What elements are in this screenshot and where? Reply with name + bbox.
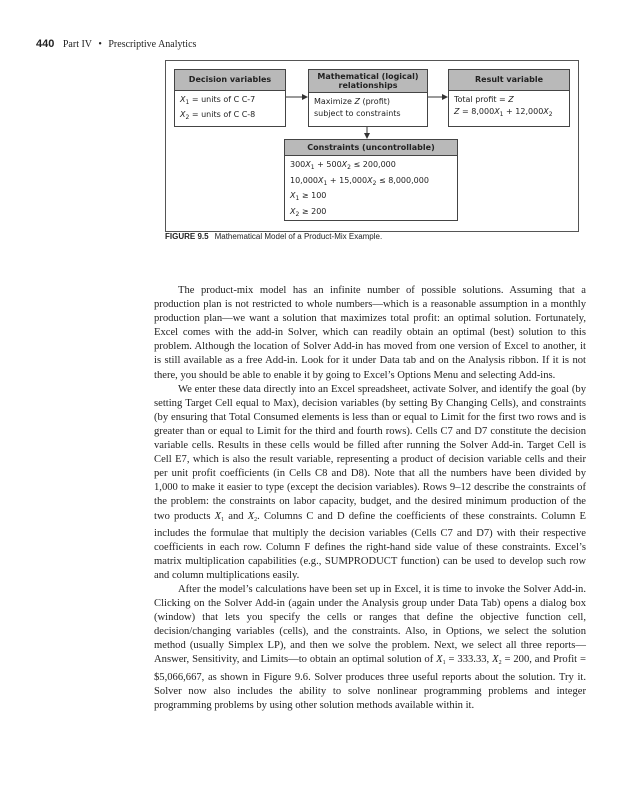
decision-variables-header: Decision variables	[175, 70, 285, 91]
page-number: 440	[36, 38, 55, 50]
math-relationships-box	[308, 69, 428, 127]
result-variable-header: Result variable	[449, 70, 569, 91]
product-mix-figure	[165, 60, 579, 232]
bullet-separator: •	[98, 39, 102, 50]
figure-label: FIGURE 9.5	[165, 232, 209, 241]
decision-variables-box	[174, 69, 286, 127]
paragraph-2: We enter these data directly into an Excel spreadsheet, activate Solver, and identify the goal (by setting Target Cell equal to Max), decision variables (by setting By Changing Cells), and constraints (by ensuring that Total Consumed elements is less than or equal to Limit for the first two rows and is greater than or equal to Limit for the third and fourth rows). Cells C7 and D7 constitute the decision variable cells. Results in these cells would be filled after running the Solver Add-in. Target Cell is Cell E7, which is also the result variable, representing a product of decision variable cells and their per unit profit coefficients (in Cells C8 and D8). Note that all the numbers have been divided by 1,000 to make it easier to type (except the decision variables). Rows 9–12 describe the constraints of the problem: the constraints on labor capacity, budget, and the desired minimum production of the two products $X_1$ and $X_2$. Columns C and D define the coefficients of these constraints. Column E includes the formulae that multiply the decision variables (Cells C7 and D7) with their respective coefficients in each row. Column F defines the right-hand side value of these constraints. Excel’s matrix multiplication capabilities (e.g., SUMPRODUCT function) can be used to develop such row and column multiplications easily.	[154, 383, 587, 581]
part-label: Part IV	[62, 39, 92, 50]
constraints-box	[284, 139, 458, 221]
figure-caption	[165, 232, 585, 241]
body-text	[154, 284, 586, 713]
constraint-line-4: $X_2 \ge 200$	[290, 206, 327, 218]
math-relationships-header: Mathematical (logical) relationships	[309, 70, 427, 93]
constraint-line-1: $300X_1 + 500X_2 \le 200,000$	[290, 160, 396, 171]
constraints-header: Constraints (uncontrollable)	[285, 140, 457, 156]
paragraph-3: After the model’s calculations have been set up in Excel, it is time to invoke the Solver Add-in. Clicking on the Solver Add-in (again under the Analysis group under Data Tab) opens a dialog box (window) that lets you specify the cells or ranges that define the objective function cell, decision/changing variables (cells), and the constraints. Also, in Options, we select the solution method (usually Simplex LP), and then we solve the problem. Next, we select all three reports—Answer, Sensitivity, and Limits—to obtain an optimal solution of $X_1 = 333.33$, $X_2 = 200$, and Profit = $5,066,667, as shown in Figure 9.6. Solver produces three useful reports about the solution. Try it. Solver now also includes the ability to solve nonlinear programming problems and integer programming problems by using other solution methods available within it.	[154, 583, 586, 711]
result-variable-box	[448, 69, 570, 127]
constraint-line-3: $X_1 \ge 100$	[290, 191, 327, 202]
decision-var-line-1: $X_1$ = units of C C-7	[180, 95, 256, 106]
figure-title: Mathematical Model of a Product-Mix Example.	[214, 232, 383, 241]
subject-to-line: subject to constraints	[314, 109, 401, 118]
total-profit-line: Total profit = Z	[454, 95, 514, 104]
paragraph-1: The product-mix model has an infinite number of possible solutions. Assuming that a production plan is not restricted to whole numbers—which is a reasonable assumption in a monthly production plan—we want a solution that maximizes total profit: an optimal solution. Fortunately, Excel comes with the add-in Solver, which can readily obtain an optimal (best) solution to this problem. Although the location of Solver Add-in has moved from one version of Excel to another, it is still available as a free Add-in. Look for it under Data tab and on the Analysis ribbon. If it is not there, you should be able to enable it by going to Excel’s Options Menu and selecting Add-ins.	[154, 285, 586, 381]
decision-var-line-2: $X_2$ = units of C C-8	[180, 110, 256, 121]
running-head	[36, 38, 456, 50]
objective-line: Maximize Z (profit)	[314, 97, 390, 106]
profit-formula-line: $Z = 8,000X_1 + 12,000X_2$	[454, 107, 553, 118]
section-label: Prescriptive Analytics	[108, 39, 197, 50]
constraint-line-2: $10,000X_1 + 15,000X_2 \le 8,000,000$	[290, 175, 429, 187]
